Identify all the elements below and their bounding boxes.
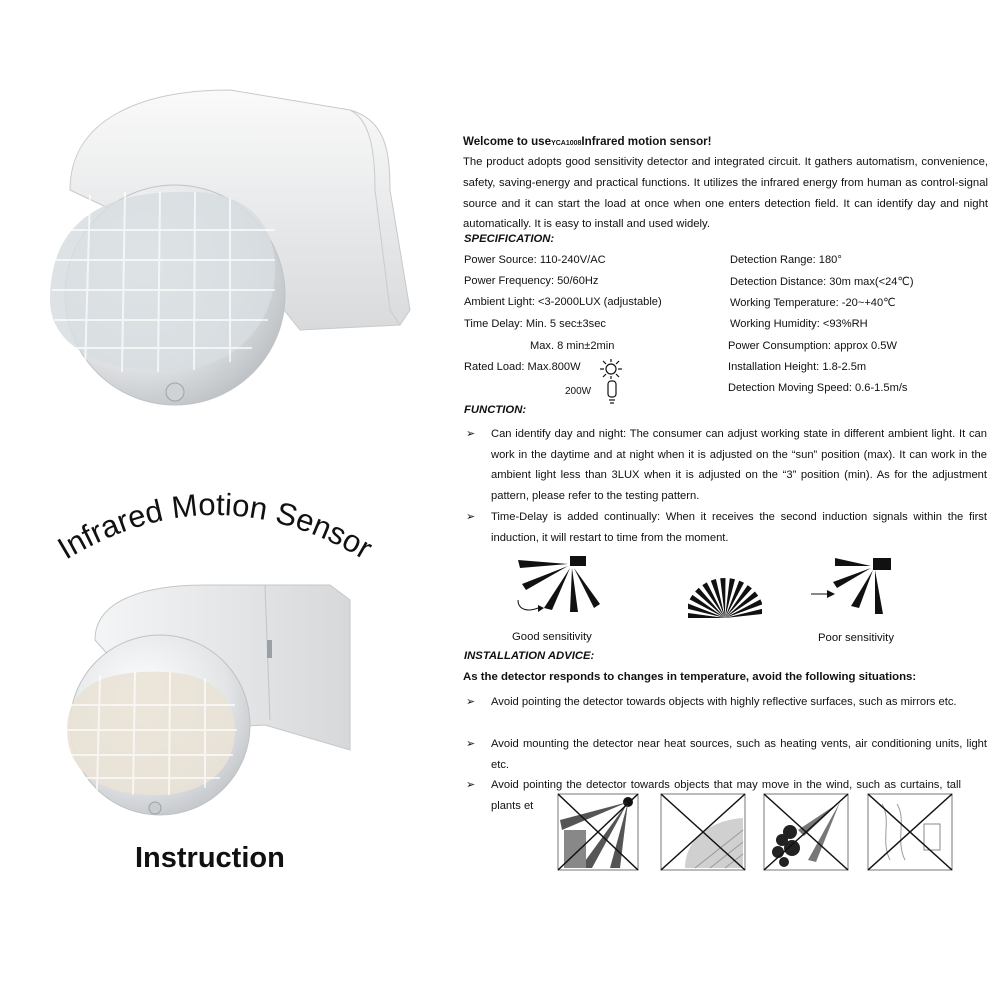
spec-left-item: Max. 8 min±2min (530, 340, 615, 352)
spec-right-item: Detection Moving Speed: 0.6-1.5m/s (728, 382, 908, 394)
welcome-suffix: Infrared motion sensor! (581, 135, 712, 148)
sensor-device-top-image (30, 80, 430, 410)
spec-heading: SPECIFICATION: (464, 233, 555, 245)
bullet-icon: ➢ (466, 696, 476, 708)
arched-title (30, 470, 400, 580)
bulb-icon (605, 380, 619, 406)
good-sensitivity-diagram (508, 550, 618, 620)
spec-right-item: Detection Range: 180° (730, 254, 842, 266)
fan-pattern-diagram (688, 572, 762, 620)
plant-avoid-diagram (758, 790, 853, 875)
spec-left-item: Power Frequency: 50/60Hz (464, 275, 599, 287)
good-sensitivity-caption: Good sensitivity (512, 631, 592, 643)
arched-title-text: Infrared Motion Sensor (51, 486, 379, 566)
function-item: Time-Delay is added continually: When it receives the second induction signals within the first induction, it will restart to time from the moment. (491, 511, 987, 544)
heat-avoid-diagram (655, 790, 750, 875)
install-item: Avoid mounting the detector near heat sources, such as heating vents, air conditioning units, light etc. (491, 738, 987, 771)
bullet-icon: ➢ (466, 738, 476, 750)
function-heading: FUNCTION: (464, 404, 527, 416)
spec-right-item: Installation Height: 1.8-2.5m (728, 361, 867, 373)
install-lead: As the detector responds to changes in temperature, avoid the following situations: (463, 671, 917, 683)
lamp-icon (598, 358, 624, 380)
install-heading: INSTALLATION ADVICE: (464, 650, 595, 662)
sensor-device-bottom-image (55, 580, 365, 820)
welcome-model: YCA1008 (551, 140, 582, 147)
intro-paragraph: The product adopts good sensitivity detector and integrated circuit. It gathers automatism, convenience, safety, saving-energy and practical functions. It utilizes the infrared energy from human as control-signal source and it can start the load at once when one enters detection field. It can identify day and night automatically. It is easy to install and used widely. (463, 156, 988, 231)
bullet-icon: ➢ (466, 428, 476, 440)
spec-left-item: Power Source: 110-240V/AC (464, 254, 606, 266)
spec-left-item: Time Delay: Min. 5 sec±3sec (464, 318, 606, 330)
install-item: Avoid pointing the detector towards objects that may move in the wind, such as curtains, tall plants et (491, 779, 961, 812)
spec-left-item: Ambient Light: <3-2000LUX (adjustable) (464, 296, 662, 308)
curtain-avoid-diagram (862, 790, 957, 875)
mirror-avoid-diagram (550, 790, 645, 875)
instruction-label: Instruction (135, 842, 285, 874)
welcome-prefix: Welcome to use (463, 135, 552, 148)
poor-sensitivity-diagram (805, 552, 915, 622)
poor-sensitivity-caption: Poor sensitivity (818, 632, 894, 644)
bullet-icon: ➢ (466, 779, 476, 791)
spec-left-item: Rated Load: Max.800W (464, 361, 581, 373)
welcome-line (463, 135, 712, 148)
spec-right-item: Detection Distance: 30m max(<24℃) (730, 276, 914, 288)
spec-right-item: Power Consumption: approx 0.5W (728, 340, 897, 352)
bullet-icon: ➢ (466, 511, 476, 523)
spec-right-item: Working Temperature: -20~+40℃ (730, 297, 896, 309)
function-item: Can identify day and night: The consumer can adjust working state in different ambient light. It can work in the daytime and at night when it is adjusted on the “sun” position (max). It can work in the ambient light less than 3LUX when it is adjusted on the “3” position (min). As for the adjustment pattern, please refer to the testing pattern. (491, 428, 987, 502)
fan-wedge (688, 613, 725, 618)
install-item: Avoid pointing the detector towards objects with highly reflective surfaces, such as mirrors etc. (491, 696, 957, 708)
spec-left-item: 200W (565, 386, 592, 397)
spec-right-item: Working Humidity: <93%RH (730, 318, 868, 330)
